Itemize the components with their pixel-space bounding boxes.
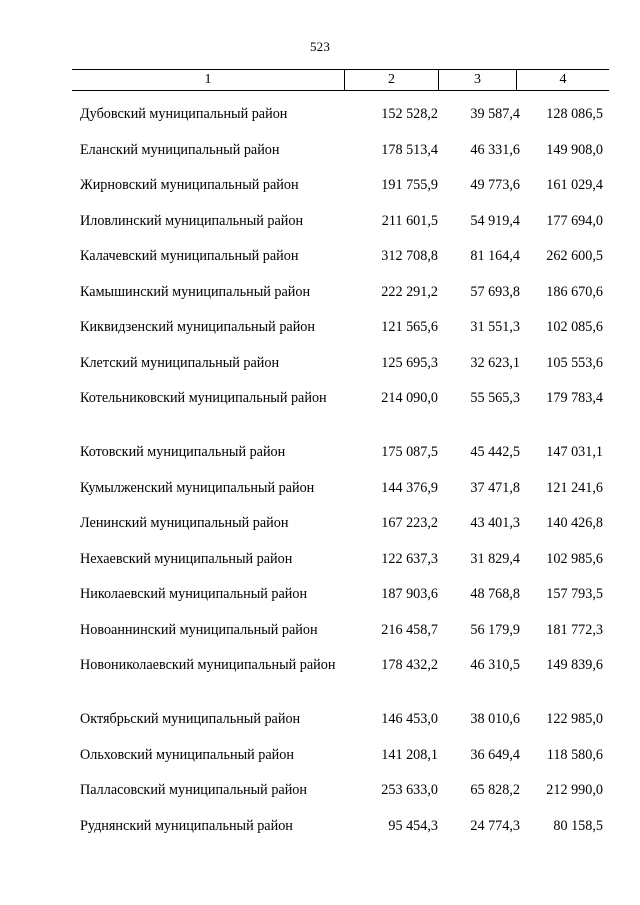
value-col-4: 212 990,0 [546,782,603,798]
table-row [80,354,610,390]
value-col-4: 157 793,5 [546,586,603,602]
column-header-3: 3 [438,70,516,90]
district-name: Котельниковский муниципальный район [80,390,327,406]
value-col-4: 149 908,0 [546,141,603,158]
table-row [80,389,610,443]
value-col-4: 262 600,5 [546,248,603,264]
district-name: Иловлинский муниципальный район [80,212,304,229]
value-col-3: 31 551,3 [470,319,520,335]
district-name: Клетский муниципальный район [80,354,280,371]
value-col-2: 144 376,9 [381,479,438,496]
value-col-4: 147 031,1 [546,444,603,460]
value-col-2: 167 223,2 [381,515,438,531]
value-col-2: 222 291,2 [381,283,438,300]
page-number: 523 [309,39,331,54]
table-row [80,585,610,621]
table-body [80,105,610,852]
value-col-3: 48 768,8 [470,586,520,602]
district-name: Ольховский муниципальный район [80,746,294,763]
value-col-3: 36 649,4 [470,746,520,763]
value-col-2: 152 528,2 [381,106,438,122]
table-row [80,817,610,853]
value-col-2: 211 601,5 [381,212,438,229]
value-col-3: 37 471,8 [470,479,520,496]
district-name: Новоаннинский муниципальный район [80,621,318,638]
district-name: Октябрьский муниципальный район [80,711,301,727]
value-col-4: 102 985,6 [546,550,603,567]
value-col-2: 125 695,3 [381,354,438,371]
value-col-4: 102 085,6 [546,319,603,335]
value-col-3: 46 331,6 [470,141,520,158]
value-col-2: 122 637,3 [381,550,438,567]
value-col-3: 32 623,1 [470,354,520,371]
value-col-4: 128 086,5 [546,106,603,122]
value-col-4: 177 694,0 [546,212,603,229]
column-header-2: 2 [344,70,438,90]
district-name: Котовский муниципальный район [80,444,286,460]
value-col-2: 178 432,2 [381,657,438,673]
value-col-4: 121 241,6 [546,479,603,496]
district-name: Калачевский муниципальный район [80,248,299,264]
table-row [80,550,610,586]
district-name: Жирновский муниципальный район [80,177,299,193]
value-col-4: 179 783,4 [546,390,603,406]
value-col-3: 65 828,2 [470,782,520,798]
district-name: Еланский муниципальный район [80,141,280,158]
district-name: Дубовский муниципальный район [80,106,288,122]
value-col-3: 43 401,3 [470,515,520,531]
value-col-4: 80 158,5 [553,817,603,834]
value-col-2: 216 458,7 [381,621,438,638]
table-header [72,69,609,91]
value-col-4: 149 839,6 [546,657,603,673]
table-row [80,621,610,657]
district-name: Нехаевский муниципальный район [80,550,293,567]
value-col-3: 45 442,5 [470,444,520,460]
district-name: Николаевский муниципальный район [80,586,308,602]
value-col-2: 95 454,3 [388,817,438,834]
district-name: Камышинский муниципальный район [80,283,311,300]
table-row [80,656,610,710]
value-col-3: 54 919,4 [470,212,520,229]
column-header-1: 1 [204,72,212,87]
value-col-4: 186 670,6 [546,283,603,300]
value-col-2: 141 208,1 [381,746,438,763]
value-col-3: 46 310,5 [470,657,520,673]
value-col-2: 191 755,9 [381,177,438,193]
district-name: Кумылженский муниципальный район [80,479,315,496]
value-col-2: 121 565,6 [381,319,438,335]
value-col-2: 214 090,0 [381,390,438,406]
value-col-2: 175 087,5 [381,444,438,460]
table-row [80,283,610,319]
value-col-3: 24 774,3 [470,817,520,834]
district-name: Киквидзенский муниципальный район [80,319,315,335]
district-name: Новониколаевский муниципальный район [80,657,336,673]
district-name: Ленинский муниципальный район [80,515,289,531]
table-row [80,746,610,782]
value-col-4: 118 580,6 [546,746,603,763]
table-row [80,710,610,746]
value-col-2: 146 453,0 [381,711,438,727]
value-col-4: 161 029,4 [546,177,603,193]
table-row [80,514,610,550]
value-col-2: 178 513,4 [381,141,438,158]
table-row [80,443,610,479]
value-col-4: 140 426,8 [546,515,603,531]
value-col-3: 49 773,6 [470,177,520,193]
value-col-4: 105 553,6 [546,354,603,371]
value-col-3: 55 565,3 [470,390,520,406]
value-col-3: 39 587,4 [470,106,520,122]
table-row [80,781,610,817]
table-row [80,176,610,212]
value-col-3: 38 010,6 [470,711,520,727]
value-col-2: 312 708,8 [381,248,438,264]
value-col-2: 187 903,6 [381,586,438,602]
district-name: Руднянский муниципальный район [80,817,293,834]
value-col-3: 81 164,4 [470,248,520,264]
value-col-4: 181 772,3 [546,621,603,638]
table-row [80,479,610,515]
column-header-4: 4 [516,70,609,90]
district-name: Палласовский муниципальный район [80,782,307,798]
value-col-2: 253 633,0 [381,782,438,798]
value-col-4: 122 985,0 [546,711,603,727]
value-col-3: 31 829,4 [470,550,520,567]
table-row [80,212,610,248]
value-col-3: 56 179,9 [470,621,520,638]
value-col-3: 57 693,8 [470,283,520,300]
table-row [80,141,610,177]
table-row [80,105,610,141]
table-row [80,247,610,283]
table-row [80,318,610,354]
